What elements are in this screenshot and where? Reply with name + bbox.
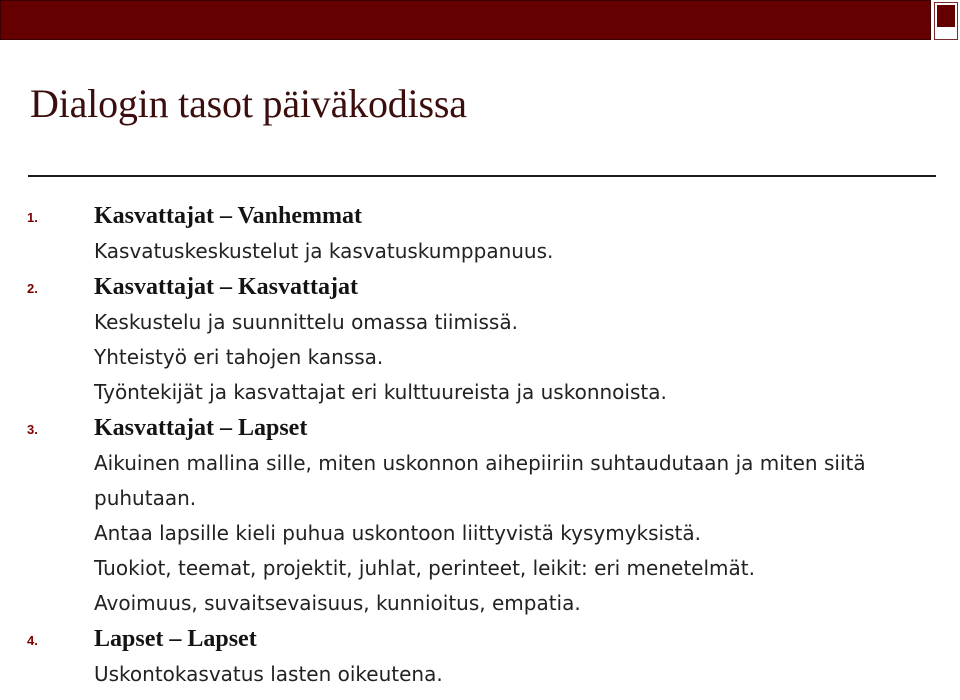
slide-title: Dialogin tasot päiväkodissa <box>30 81 467 126</box>
item-number: 2. <box>27 281 38 296</box>
item-line: Kasvatuskeskustelut ja kasvatuskumppanuus. <box>94 239 554 263</box>
item-heading: Kasvattajat – Vanhemmat <box>94 203 362 229</box>
item-heading: Kasvattajat – Lapset <box>94 415 308 441</box>
item-line: Yhteistyö eri tahojen kanssa. <box>94 345 384 369</box>
corner-decoration-fill <box>937 5 955 27</box>
title-divider <box>28 175 936 177</box>
item-line: Keskustelu ja suunnittelu omassa tiimissä. <box>94 310 518 334</box>
item-line: Tuokiot, teemat, projektit, juhlat, perinteet, leikit: eri menetelmät. <box>94 556 755 580</box>
list-item-4 <box>0 621 940 692</box>
list-item-1 <box>0 198 940 269</box>
item-number: 3. <box>27 422 38 437</box>
header-bar <box>0 0 931 40</box>
dialogue-level-list <box>0 198 940 692</box>
item-heading-row <box>0 198 940 234</box>
item-heading-row <box>0 410 940 446</box>
list-item-3 <box>0 410 940 621</box>
item-number: 4. <box>27 633 38 648</box>
corner-decoration <box>934 2 958 40</box>
item-line: Työntekijät ja kasvattajat eri kulttuureista ja uskonnoista. <box>94 380 667 404</box>
item-number: 1. <box>27 210 38 225</box>
item-heading-row <box>0 269 940 305</box>
item-line: Avoimuus, suvaitsevaisuus, kunnioitus, empatia. <box>94 591 581 615</box>
list-item-2 <box>0 269 940 410</box>
item-heading: Lapset – Lapset <box>94 626 257 652</box>
item-heading-row <box>0 621 940 657</box>
item-line: Uskontokasvatus lasten oikeutena. <box>94 662 443 686</box>
item-line: Aikuinen mallina sille, miten uskonnon aihepiiriin suhtaudutaan ja miten siitä puhutaan. <box>94 451 866 510</box>
item-heading: Kasvattajat – Kasvattajat <box>94 274 358 300</box>
item-line: Antaa lapsille kieli puhua uskontoon liittyvistä kysymyksistä. <box>94 521 701 545</box>
